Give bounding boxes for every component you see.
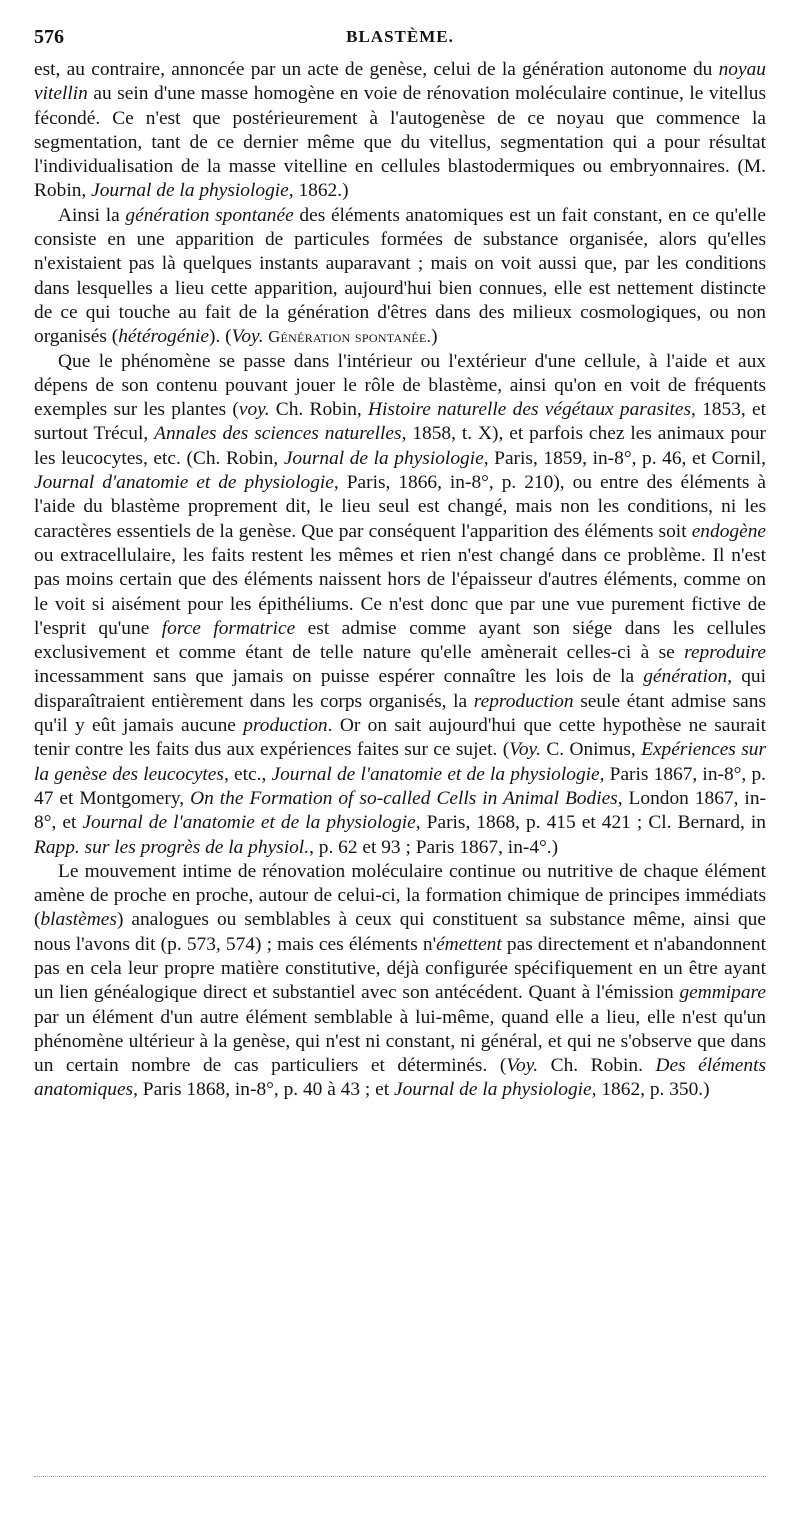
bottom-rule bbox=[34, 1476, 766, 1477]
italic-run: force formatrice bbox=[161, 617, 296, 639]
italic-run: noyau vitellin bbox=[34, 59, 766, 105]
page-number: 576 bbox=[34, 26, 64, 48]
italic-run: Voy. bbox=[509, 739, 541, 761]
text-run: incessamment sans que jamais on puisse espérer connaître les lois de la bbox=[34, 666, 644, 688]
italic-run: Rapp. sur les progrès de la physiol. bbox=[34, 836, 310, 858]
italic-run: blastèmes bbox=[40, 909, 117, 931]
italic-run: voy. bbox=[238, 399, 270, 421]
text-run: , London 1867, in-8°, et bbox=[34, 787, 766, 834]
paragraph bbox=[34, 350, 766, 860]
italic-run: production bbox=[243, 715, 328, 737]
text-run: ) analogues ou semblables à ceux qui constituent sa substance même, ainsi que nous l'avons dit (p. 573, 574) ; mais ces éléments n' bbox=[34, 909, 766, 955]
italic-run: génération bbox=[643, 666, 728, 688]
text-run: Que le phénomène se passe dans l'intérieur ou l'extérieur d'une cellule, à l'aide et aux dépens de son contenu pouvant jouer le rôle de blastème, ainsi qu'on en voit de fréquents exemples sur les plantes ( bbox=[34, 350, 766, 421]
text-run: ) bbox=[431, 326, 438, 348]
small-caps-run: Génération spontanée. bbox=[268, 327, 432, 347]
text-run: Ch. Robin. bbox=[538, 1055, 656, 1077]
italic-run: Expériences sur la genèse des leucocytes bbox=[34, 739, 766, 785]
text-run: , 1862, p. 350.) bbox=[591, 1079, 710, 1101]
paragraph bbox=[34, 58, 766, 204]
text-run: , 1862.) bbox=[288, 180, 349, 202]
italic-run: Voy. bbox=[506, 1055, 539, 1077]
italic-run: Histoire naturelle des végétaux parasites bbox=[368, 399, 692, 421]
text-run: Le mouvement intime de rénovation moléculaire continue ou nutritive de chaque élément amène de proche en proche, autour de celui-ci, la formation chimique de principes immédiats ( bbox=[34, 860, 766, 931]
paragraph bbox=[34, 860, 766, 1103]
text-run: seule étant admise sans qu'il y eût jamais aucune bbox=[34, 690, 767, 737]
text-run: est, au contraire, annoncée par un acte de genèse, celui de la génération autonome du bbox=[34, 59, 719, 80]
italic-run: On the Formation of so-called Cells in Animal Bodies bbox=[190, 787, 618, 809]
text-run: est admise comme ayant son siége dans les cellules exclusivement et comme étant de telle nature qu'elle amènerait celles-ci à se bbox=[34, 617, 766, 664]
text-run: pas directement et n'abandonnent pas en cela leur propre matière constitutive, déjà configurée spécifiquement en un être ayant un lien généalogique direct et substantiel avec son antécédent. Quant à l'émission bbox=[34, 933, 766, 1004]
text-run: , 1858, t. X), et parfois chez les animaux pour les leucocytes, etc. (Ch. Robin, bbox=[34, 423, 767, 469]
italic-run: endogène bbox=[691, 520, 766, 542]
italic-run: émettent bbox=[436, 933, 502, 955]
italic-run: hétérogénie bbox=[118, 326, 210, 348]
text-run: Ch. Robin, bbox=[269, 399, 369, 421]
italic-run: gemmipare bbox=[679, 982, 766, 1004]
text-run: ). ( bbox=[209, 326, 232, 348]
text-run: par un élément d'un autre élément semblable à lui-même, quand elle a lieu, elle n'est qu'un phénomène ultérieur à la genèse, qui n'est ni constant, ni général, et qui ne s'observe que dans un certain nombre de cas particuliers et déterminés. ( bbox=[34, 1006, 766, 1077]
italic-run: génération spontanée bbox=[125, 204, 294, 226]
text-run: , qui disparaîtraient entièrement dans les corps organisés, la bbox=[34, 666, 766, 712]
italic-run: Des éléments anatomiques bbox=[34, 1055, 767, 1101]
italic-run: Voy. bbox=[231, 326, 264, 348]
italic-run: Journal de l'anatomie et de la physiologie bbox=[271, 763, 600, 785]
running-head: BLASTÈME. bbox=[346, 27, 454, 46]
text-run: , Paris 1868, in-8°, p. 40 à 43 ; et bbox=[133, 1079, 394, 1101]
text-run: , Paris, 1859, in-8°, p. 46, et Cornil, bbox=[483, 447, 766, 469]
italic-run: Journal de l'anatomie et de la physiologie bbox=[82, 812, 416, 834]
body-text bbox=[34, 58, 766, 1103]
italic-run: Journal de la physiologie bbox=[394, 1079, 592, 1101]
italic-run: Journal d'anatomie et de physiologie bbox=[34, 472, 334, 494]
text-run: Ainsi la bbox=[58, 204, 126, 226]
text-run: ou extracellulaire, les faits restent les mêmes et rien n'est changé dans ce problème. Il n'est pas moins certain que des éléments naissent hors de l'épaisseur d'autres éléments, comme on le voit si aisément pour les épithéliums. Ce n'est donc que par une vue purement fictive de l'esprit qu'une bbox=[34, 544, 766, 639]
text-run: , 1853, et surtout Trécul, bbox=[34, 399, 766, 445]
text-run: , Paris 1867, in-8°, p. 47 et Montgomery, bbox=[34, 763, 766, 809]
italic-run: Annales des sciences naturelles bbox=[154, 423, 402, 445]
text-run: C. Onimus, bbox=[540, 739, 642, 761]
text-run: , etc., bbox=[223, 763, 272, 785]
text-run: des éléments anatomiques est un fait constant, en ce qu'elle consiste en une apparition de particules formées de substance organisée, alors qu'elles n'existaient pas là quelques instants auparavant ; mais on voit aussi que, par les conditions dans lesquelles a lieu cette apparition, aujourd'hui bien connues, elle est nettement distincte de ce qui touche au fait de la génération d'êtres dans des milieux cosmologiques, ou non organisés ( bbox=[34, 204, 766, 348]
italic-run: Journal de la physiologie bbox=[283, 447, 484, 469]
text-run: . Or on sait aujourd'hui que cette hypothèse ne saurait tenir contre les faits dus aux expériences faites sur ce sujet. ( bbox=[34, 715, 766, 761]
text-run: au sein d'une masse homogène en voie de rénovation moléculaire continue, le vitellus fécondé. Ce n'est que postérieurement à l'autogenèse de ce noyau que commence la segmentation, tant de ce dernier même que du vitellus, segmentation qui a pour résultat l'individualisation de la masse vitelline en cellules blastodermiques ou embryonnaires. (M. Robin, bbox=[34, 83, 766, 202]
italic-run: reproduction bbox=[473, 690, 574, 712]
text-run: , Paris, 1868, p. 415 et 421 ; Cl. Bernard, in bbox=[415, 812, 766, 834]
page-header bbox=[34, 26, 766, 52]
paragraph bbox=[34, 204, 766, 350]
text-run: , Paris, 1866, in-8°, p. 210), ou entre des éléments à l'aide du blastème proprement dit, le lieu seul est changé, mais non les conditions, ni les caractères essentiels de la genèse. Que par conséquent l'apparition des éléments soit bbox=[34, 472, 766, 542]
text-run: , p. 62 et 93 ; Paris 1867, in-4°.) bbox=[309, 836, 559, 858]
italic-run: reproduire bbox=[684, 642, 766, 664]
italic-run: Journal de la physiologie bbox=[91, 180, 289, 202]
book-page bbox=[34, 26, 766, 1103]
